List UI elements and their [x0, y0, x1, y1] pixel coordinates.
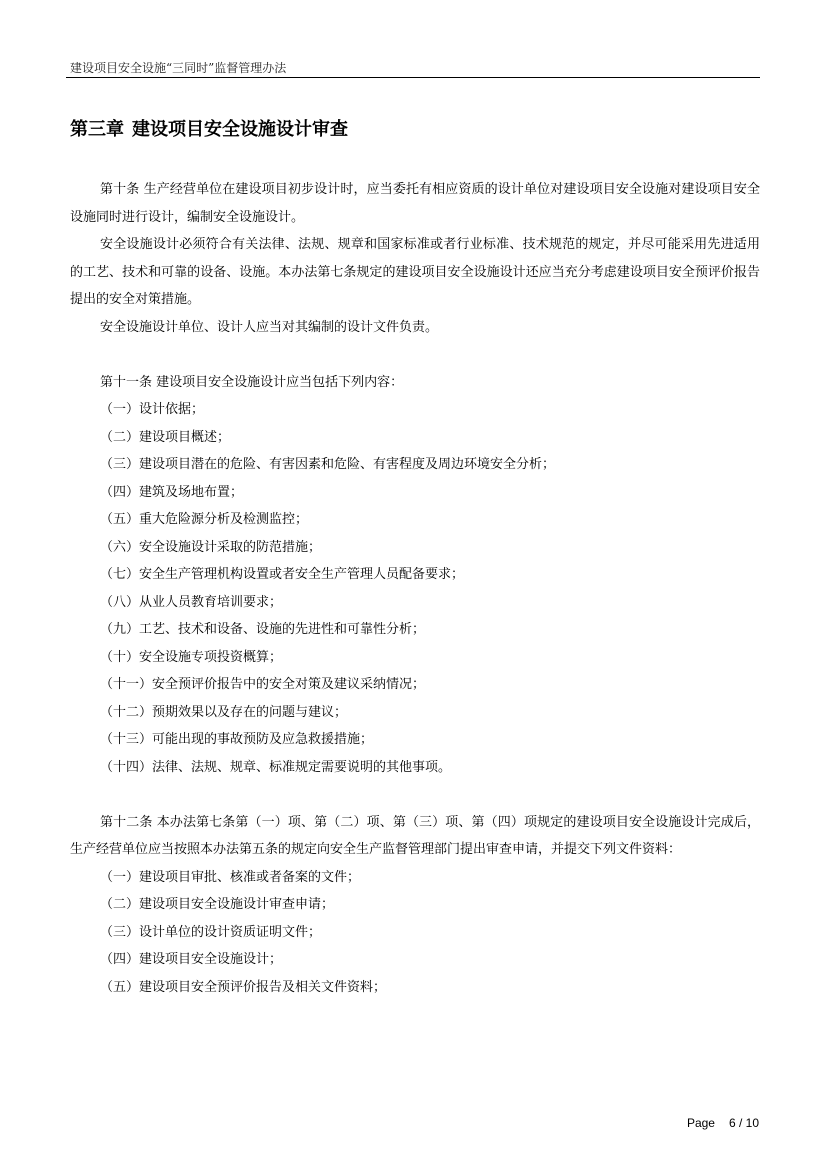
article-10-paragraph: 安全设施设计单位、设计人应当对其编制的设计文件负责。 — [100, 319, 439, 335]
list-item: （六）安全设施设计采取的防范措施； — [100, 539, 322, 555]
list-item: （四）建筑及场地布置； — [100, 484, 244, 500]
list-item: （七）安全生产管理机构设置或者安全生产管理人员配备要求； — [100, 567, 465, 582]
list-item: （二）建设项目安全设施设计审查申请； — [100, 897, 335, 912]
chapter-number: 第三章 — [70, 119, 124, 140]
article-12-intro: 第十二条 本办法第七条第（一）项、第（二）项、第（三）项、第（四）项规定的建设项目安全设施设计完成后，生产经营单位应当按照本办法第五条的规定向安全生产监督管理部门提出审查申请，并提交下列文件资料： — [70, 814, 760, 857]
list-item: （九）工艺、技术和设备、设施的先进性和可靠性分析； — [100, 622, 426, 637]
list-item: （一）建设项目审批、核准或者备案的文件； — [100, 869, 361, 885]
running-header: 建设项目安全设施“三同时”监督管理办法 — [70, 61, 287, 75]
list-item: （四）建设项目安全设施设计； — [100, 952, 283, 967]
document-body — [70, 176, 760, 1001]
list-item: （一）设计依据； — [100, 402, 205, 417]
header-divider — [66, 77, 760, 78]
list-item: （三）建设项目潜在的危险、有害因素和危险、有害程度及周边环境安全分析； — [100, 457, 556, 472]
page-number: 6 / 10 — [728, 1116, 759, 1130]
list-item: （五）重大危险源分析及检测监控； — [100, 512, 309, 527]
list-item: （十）安全设施专项投资概算； — [100, 649, 283, 665]
article-10-paragraph: 第十条 生产经营单位在建设项目初步设计时，应当委托有相应资质的设计单位对建设项目安全设施对建设项目安全设施同时进行设计，编制安全设施设计。 — [70, 182, 760, 225]
list-item: （十一）安全预评价报告中的安全对策及建议采纳情况； — [100, 677, 426, 692]
paragraph-gap — [70, 341, 760, 369]
list-item: （二）建设项目概述； — [100, 429, 231, 445]
list-item: （十四）法律、法规、规章、标准规定需要说明的其他事项。 — [100, 759, 452, 775]
list-item: （十三）可能出现的事故预防及应急救援措施； — [100, 732, 374, 747]
list-item: （五）建设项目安全预评价报告及相关文件资料； — [100, 979, 387, 995]
paragraph-gap — [70, 781, 760, 809]
page-label: Page — [686, 1116, 715, 1130]
list-item: （三）设计单位的设计资质证明文件； — [100, 924, 322, 940]
list-item: （十二）预期效果以及存在的问题与建议； — [100, 704, 348, 720]
article-10-paragraph: 安全设施设计必须符合有关法律、法规、规章和国家标准或者行业标准、技术规范的规定，并尽可能采用先进适用的工艺、技术和可靠的设备、设施。本办法第七条规定的建设项目安全设施设计还应当充分考虑建设项目安全预评价报告提出的安全对策措施。 — [70, 237, 760, 307]
list-item: （八）从业人员教育培训要求； — [100, 594, 283, 610]
page-footer — [687, 1115, 759, 1131]
chapter-title — [70, 118, 348, 142]
article-11-intro: 第十一条 建设项目安全设施设计应当包括下列内容： — [100, 374, 404, 390]
chapter-heading-text: 建设项目安全设施设计审查 — [132, 119, 348, 140]
